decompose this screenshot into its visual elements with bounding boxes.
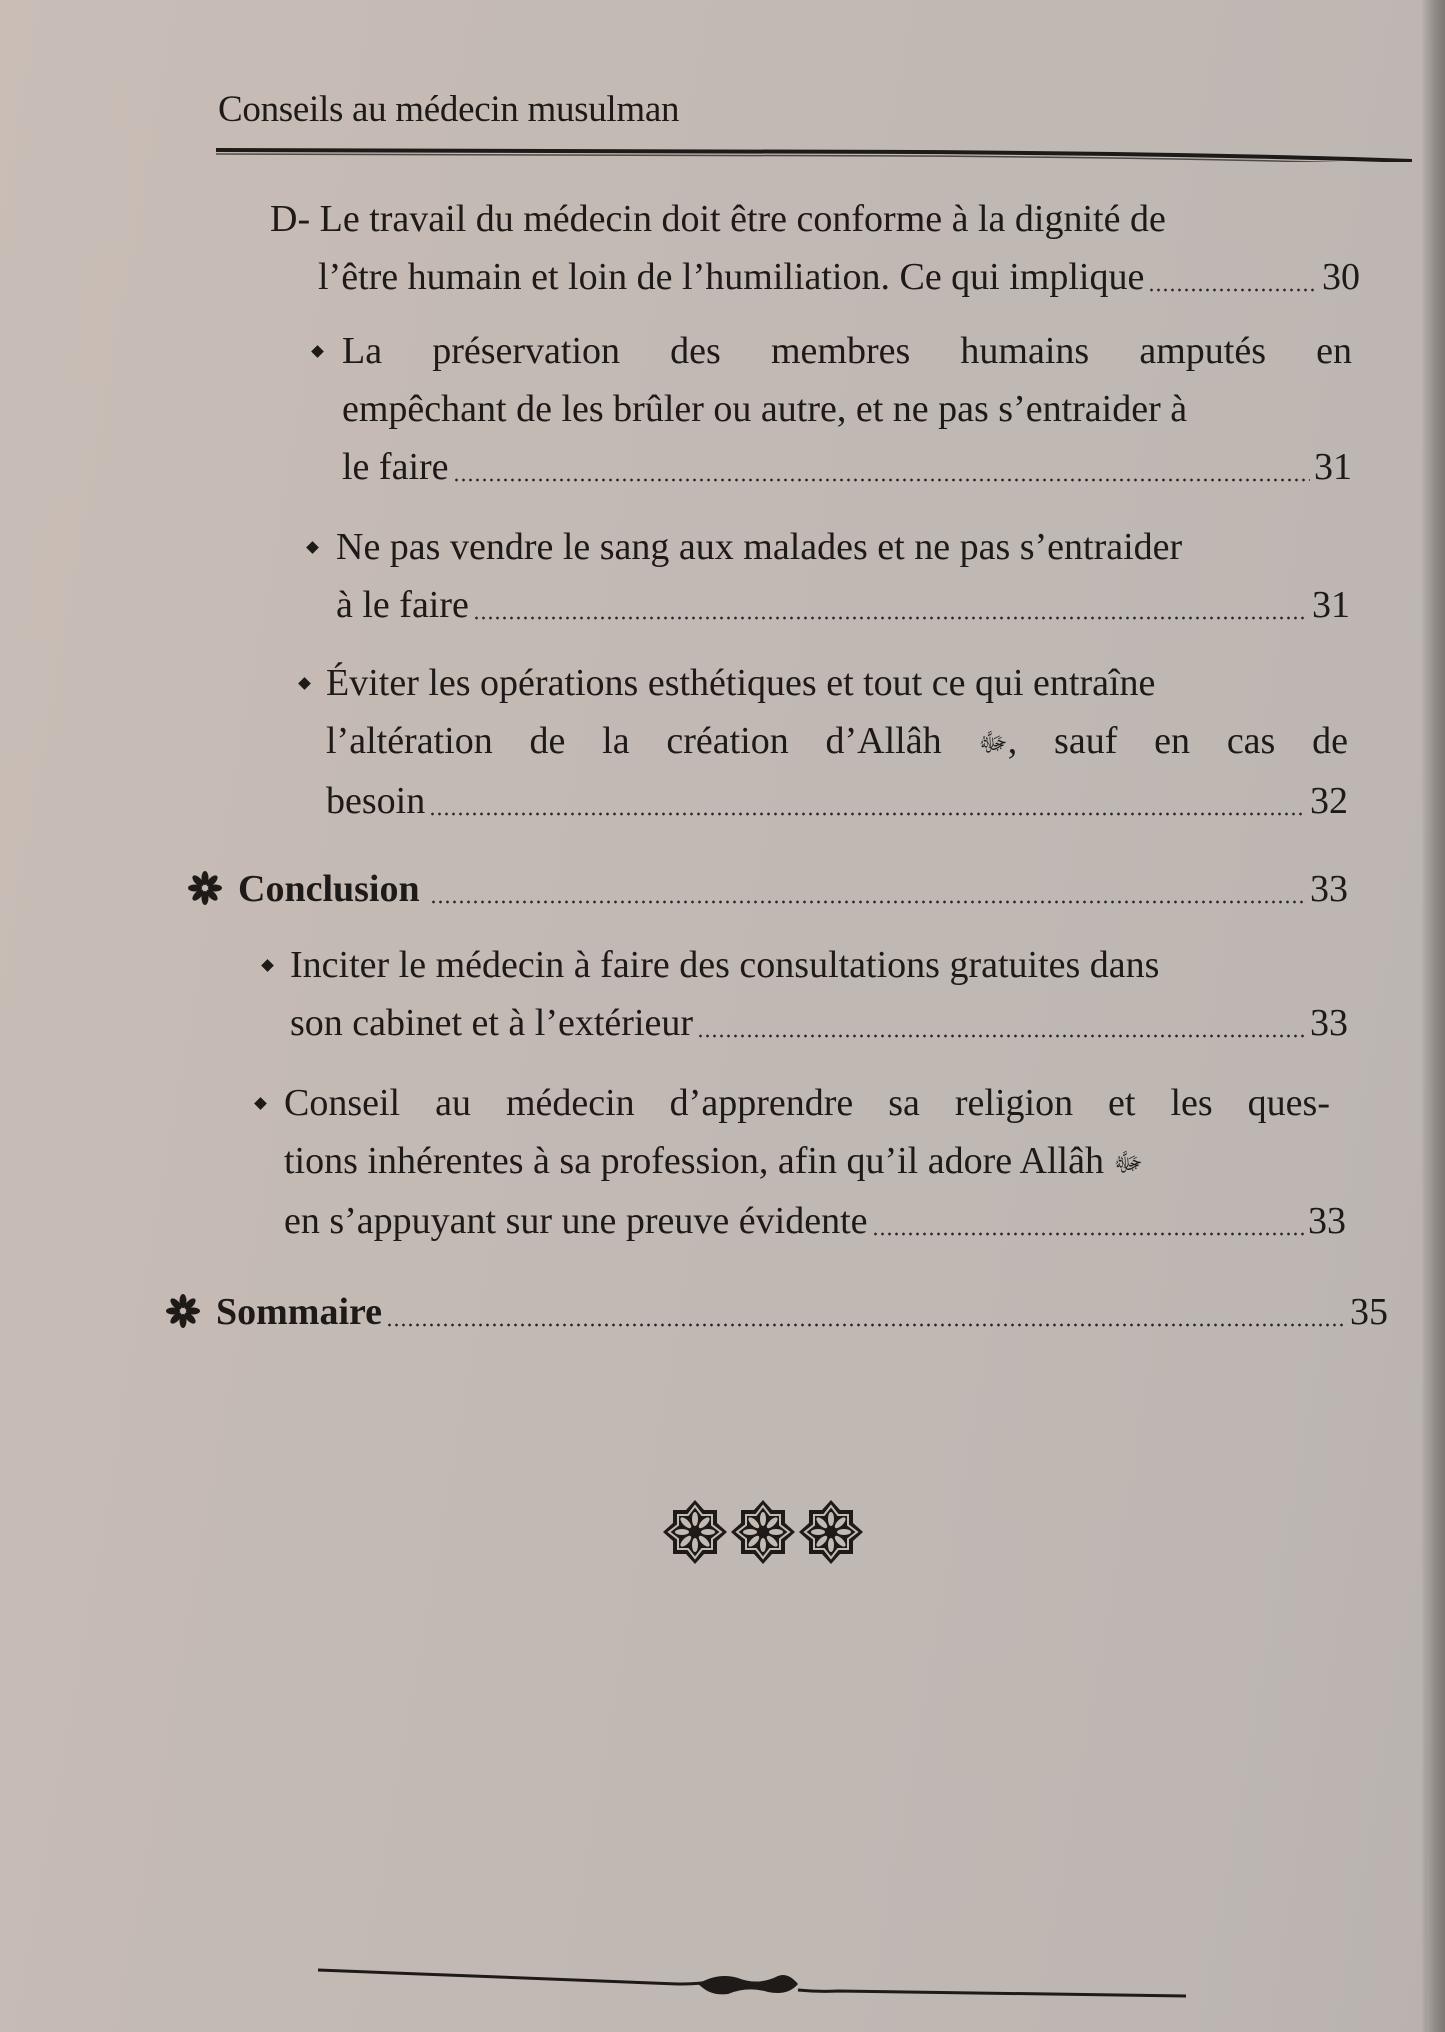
entry-text-line1: Conseil au médecin d’apprendre sa religion et les ques- (284, 1082, 1330, 1124)
rosette-icon (799, 1498, 863, 1566)
entry-text-line3: le faire (342, 446, 449, 488)
toc-entry-sommaire[interactable] (216, 1283, 1388, 1341)
page-number: 32 (1310, 780, 1348, 822)
entry-text-line2: à le faire (336, 584, 469, 626)
entry-text-line2: son cabinet et à l’extérieur (290, 1002, 694, 1044)
dot-leader (430, 900, 1306, 904)
end-ornament (663, 1498, 863, 1566)
flower-marker-icon (187, 870, 223, 906)
dot-leader (1148, 288, 1318, 292)
entry-label: Sommaire (216, 1291, 383, 1333)
toc-subitem[interactable] (336, 518, 1350, 634)
dot-leader (697, 1034, 1306, 1038)
entry-text-line2: l’être humain et loin de l’humiliation. Ce qui implique (318, 256, 1145, 298)
dot-leader (453, 478, 1310, 482)
toc-entry-conclusion[interactable] (238, 860, 1348, 918)
page-number: 33 (1308, 1200, 1346, 1242)
honorific-mark-icon: ﷻ (978, 728, 1008, 758)
entry-text-line2: tions inhérentes à sa profession, afin qu’il adore Allâh (284, 1140, 1104, 1182)
entry-text-line1: Inciter le médecin à faire des consultations gratuites dans (290, 944, 1160, 986)
page-number: 33 (1310, 1002, 1348, 1044)
page-number: 31 (1314, 446, 1352, 488)
entry-label: D- (270, 198, 311, 240)
entry-text-line1: Le travail du médecin doit être conforme à la dignité de (319, 198, 1166, 240)
page-edge (1427, 0, 1445, 2032)
toc-subitem[interactable] (284, 1074, 1346, 1250)
page-number: 31 (1312, 584, 1350, 626)
dot-leader (872, 1232, 1304, 1236)
entry-text-line2: l’altération de la création d’Allâh (326, 720, 942, 762)
honorific-mark-icon: ﷻ (1113, 1148, 1143, 1178)
bullet-icon (298, 677, 311, 690)
page-number: 33 (1310, 868, 1348, 910)
dot-leader (386, 1323, 1346, 1327)
toc-subitem[interactable]: Éviter les opérations esthétiques et tout ce qui entraîne l’altération de la création d’Allâh ﷻ, sauf en cas de besoin 32 (326, 654, 1348, 830)
rosette-icon (731, 1498, 795, 1566)
entry-label: Conclusion (238, 868, 420, 910)
toc-subitem[interactable] (342, 322, 1352, 496)
toc-entry-d[interactable] (270, 190, 1360, 306)
bullet-icon (311, 345, 324, 358)
page-number: 35 (1350, 1291, 1388, 1333)
entry-text-line2: empêchant de les brûler ou autre, et ne pas s’entraider à (342, 388, 1188, 430)
dot-leader (429, 812, 1306, 816)
rosette-icon (663, 1498, 727, 1566)
entry-text-line1: Éviter les opérations esthétiques et tout ce qui entraîne (326, 662, 1156, 704)
bullet-icon (306, 541, 319, 554)
bullet-icon (261, 959, 274, 972)
footer-flourish-rule (318, 1962, 1186, 2002)
dot-leader (473, 616, 1308, 620)
header-rule (216, 146, 1412, 162)
entry-text-line3: en s’appuyant sur une preuve évidente (284, 1200, 868, 1242)
running-head: Conseils au médecin musulman (218, 89, 680, 130)
flower-marker-icon (165, 1293, 201, 1329)
bullet-icon (254, 1097, 267, 1110)
entry-text-line1: Ne pas vendre le sang aux malades et ne pas s’entraider (336, 526, 1183, 568)
toc-subitem[interactable] (290, 936, 1348, 1052)
entry-text-line3: besoin (326, 780, 426, 822)
page-number: 30 (1322, 256, 1360, 298)
entry-text-line1: La préservation des membres humains amputés en (342, 330, 1352, 372)
